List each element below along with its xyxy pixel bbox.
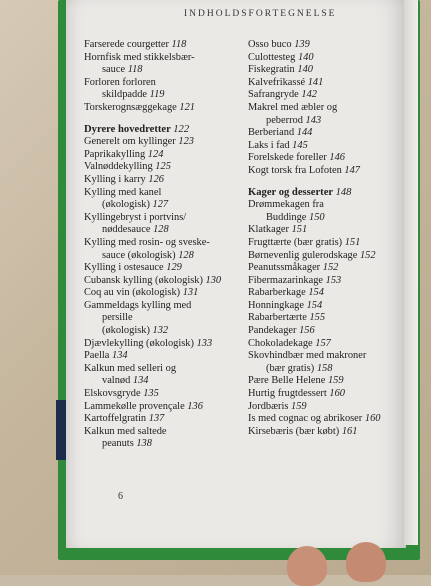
toc-entry <box>248 250 408 263</box>
toc-entry-title: Chokoladekage <box>248 337 313 349</box>
toc-entry <box>84 363 244 376</box>
toc-entry-title: Torskerognsæggekage <box>84 101 177 113</box>
toc-entry-title: Cubansk kylling (økologisk) <box>84 274 203 286</box>
toc-entry-title: Dyrere hovedretter <box>84 123 171 135</box>
toc-entry <box>84 413 244 426</box>
toc-entry <box>248 426 408 439</box>
toc-entry <box>84 52 244 65</box>
toc-entry <box>248 52 408 65</box>
toc-page-number: 129 <box>166 262 182 274</box>
toc-entry-title: (bær gratis) <box>266 362 315 374</box>
toc-page-number: 154 <box>308 287 324 299</box>
toc-page-number: 125 <box>155 161 171 173</box>
toc-entry <box>248 300 408 313</box>
toc-entry <box>84 375 244 388</box>
toc-entry-title: Honningkage <box>248 299 304 311</box>
toc-entry <box>84 388 244 401</box>
toc-entry-title: Kylling i ostesauce <box>84 262 164 274</box>
toc-entry-title: Kirsebæris (bær købt) <box>248 425 340 437</box>
toc-entry <box>248 115 408 128</box>
toc-right-column <box>248 39 408 438</box>
toc-entry-title: Makrel med æbler og <box>248 101 338 113</box>
toc-page-number: 140 <box>297 64 313 76</box>
toc-entry <box>84 212 244 225</box>
toc-entry <box>248 388 408 401</box>
toc-entry <box>248 140 408 153</box>
toc-entry-title: Valnøddekylling <box>84 161 153 173</box>
toc-entry <box>248 375 408 388</box>
toc-entry <box>84 438 244 451</box>
toc-page-number: 159 <box>291 400 307 412</box>
toc-page-number: 151 <box>291 224 308 236</box>
toc-entry-title: Børnevenlig gulerodskage <box>248 249 358 261</box>
toc-entry-title: Forelskede foreller <box>248 152 327 164</box>
toc-entry <box>248 275 408 288</box>
toc-entry <box>248 312 408 325</box>
toc-page-number: 119 <box>149 89 165 101</box>
toc-page-number: 151 <box>344 236 361 248</box>
toc-entry <box>248 127 408 140</box>
toc-section-heading <box>248 187 408 200</box>
toc-entry <box>248 199 408 212</box>
toc-entry-title: Fibermazarinkage <box>248 274 324 286</box>
toc-entry-title: Pandekager <box>248 325 297 337</box>
toc-entry-title: Kartoffelgratin <box>84 413 147 425</box>
toc-page-number: 148 <box>335 186 352 198</box>
toc-entry-title: Skovhindbær med makroner <box>248 350 367 362</box>
toc-entry-title: Paprikakylling <box>84 148 146 160</box>
toc-entry-title: peberrod <box>266 114 303 126</box>
toc-page-number: 157 <box>315 337 331 349</box>
toc-entry-title: Coq au vin (økologisk) <box>84 287 181 299</box>
toc-page-number: 160 <box>364 413 381 425</box>
toc-entry <box>248 224 408 237</box>
toc-page-number: 146 <box>329 152 345 164</box>
toc-page-number: 140 <box>297 51 314 63</box>
thumb <box>346 542 386 582</box>
toc-entry <box>248 77 408 90</box>
running-head: INDHOLDSFORTEGNELSE <box>184 9 337 19</box>
toc-entry <box>248 102 408 115</box>
toc-page-number: 159 <box>327 375 344 387</box>
toc-entry-title: Fiskegratin <box>248 64 295 76</box>
toc-entry <box>248 152 408 165</box>
toc-entry <box>84 64 244 77</box>
toc-entry <box>84 401 244 414</box>
toc-page-number: 137 <box>148 413 165 425</box>
toc-page-number: 155 <box>309 312 326 324</box>
toc-entry <box>84 287 244 300</box>
toc-entry-title: persille <box>102 312 133 324</box>
toc-entry <box>248 350 408 363</box>
toc-page-number: 118 <box>171 39 187 50</box>
toc-entry-title: skildpadde <box>102 89 148 101</box>
toc-entry <box>84 199 244 212</box>
toc-entry <box>84 300 244 313</box>
toc-page-number: 126 <box>148 173 164 185</box>
toc-entry-title: Kalvefrikassé <box>248 76 306 88</box>
toc-page-number: 138 <box>136 438 152 450</box>
toc-entry <box>84 275 244 288</box>
toc-entry-title: Kylling med kanel <box>84 186 162 198</box>
toc-entry-title: Is med cognac og abrikoser <box>248 413 363 425</box>
toc-page-number: 135 <box>143 388 159 400</box>
toc-entry-title: Rabarbertærte <box>248 312 307 324</box>
toc-entry <box>84 426 244 439</box>
toc-page-number: 127 <box>152 199 169 211</box>
toc-entry-title: Kylling i karry <box>84 173 146 185</box>
toc-entry <box>248 325 408 338</box>
toc-entry <box>248 89 408 102</box>
toc-entry <box>84 39 244 52</box>
toc-entry <box>248 401 408 414</box>
toc-page-number: 118 <box>127 64 143 76</box>
bookmark-ribbon <box>56 400 66 460</box>
toc-entry-title: Farserede courgetter <box>84 39 169 50</box>
toc-entry-title: nøddesauce <box>102 224 151 236</box>
toc-page-number: 161 <box>341 425 358 437</box>
toc-page-number: 143 <box>305 114 322 126</box>
toc-entry-title: Generelt om kyllinger <box>84 136 176 148</box>
toc-page-number: 145 <box>292 139 308 151</box>
toc-page-number: 142 <box>301 89 317 101</box>
toc-entry-title: Rabarberkage <box>248 287 306 299</box>
toc-page-number: 123 <box>178 136 194 148</box>
toc-entry-title: Pære Belle Helene <box>248 375 326 387</box>
toc-page-number: 153 <box>325 274 342 286</box>
toc-entry-title: Gammeldags kylling med <box>84 299 192 311</box>
toc-entry <box>84 325 244 338</box>
toc-entry <box>248 237 408 250</box>
toc-entry-title: sauce <box>102 64 126 76</box>
toc-entry-title: Kager og desserter <box>248 186 333 198</box>
toc-page-number: 158 <box>316 362 333 374</box>
toc-page-number: 147 <box>344 164 360 176</box>
toc-page-number: 144 <box>296 127 313 139</box>
toc-entry <box>248 64 408 77</box>
toc-entry-title: peanuts <box>102 438 134 450</box>
toc-page-number: 152 <box>322 262 339 274</box>
toc-page-number: 130 <box>205 274 222 286</box>
toc-entry-title: Kalkun med selleri og <box>84 362 177 374</box>
toc-entry <box>84 312 244 325</box>
toc-entry <box>84 174 244 187</box>
toc-entry-title: sauce (økologisk) <box>102 249 176 261</box>
toc-entry <box>84 250 244 263</box>
toc-page-number: 124 <box>147 148 164 160</box>
toc-entry-title: Forloren forloren <box>84 76 156 88</box>
toc-page-number: 131 <box>182 287 199 299</box>
thumb <box>287 546 327 586</box>
toc-page-number: 154 <box>306 299 323 311</box>
toc-entry <box>84 77 244 90</box>
toc-page-number: 122 <box>173 123 190 135</box>
toc-entry <box>84 187 244 200</box>
toc-entry-title: Hurtig frugtdessert <box>248 388 327 400</box>
toc-entry-title: Buddinge <box>266 211 307 223</box>
toc-entry-title: (økologisk) <box>102 325 150 337</box>
toc-entry <box>84 350 244 363</box>
toc-entry <box>248 39 408 52</box>
toc-entry <box>84 102 244 115</box>
toc-entry-title: Lammekølle provençale <box>84 400 185 412</box>
toc-entry-title: (økologisk) <box>102 199 150 211</box>
toc-entry <box>84 338 244 351</box>
toc-page-number: 133 <box>196 337 213 349</box>
toc-entry <box>84 89 244 102</box>
toc-entry <box>84 136 244 149</box>
toc-entry <box>84 149 244 162</box>
toc-entry-title: Culottesteg <box>248 51 296 63</box>
toc-entry-title: Hornfisk med stikkelsbær- <box>84 51 195 63</box>
toc-entry-title: Kogt torsk fra Lofoten <box>248 164 342 176</box>
toc-entry <box>248 262 408 275</box>
toc-entry-title: Jordbæris <box>248 400 289 412</box>
toc-entry-title: Frugttærte (bær gratis) <box>248 236 343 248</box>
toc-entry-title: Paella <box>84 350 110 362</box>
toc-page-number: 128 <box>178 249 194 261</box>
toc-page-number: 134 <box>112 350 128 362</box>
toc-entry-title: Laks i fad <box>248 139 290 151</box>
toc-page-number: 136 <box>187 400 203 412</box>
toc-entry <box>248 165 408 178</box>
toc-entry <box>248 338 408 351</box>
toc-entry-title: Peanutssmåkager <box>248 262 321 274</box>
toc-page-number: 139 <box>294 39 310 50</box>
toc-entry-title: Berberiand <box>248 127 295 139</box>
toc-page-number: 156 <box>299 325 315 337</box>
toc-entry-title: Kyllingebryst i portvins/ <box>84 211 187 223</box>
toc-entry-title: Klatkager <box>248 224 289 236</box>
page-number: 6 <box>118 491 123 502</box>
toc-section-heading <box>84 124 244 137</box>
toc-entry-title: Drømmekagen fra <box>248 199 324 211</box>
toc-page-number: 150 <box>309 211 325 223</box>
toc-entry <box>84 161 244 174</box>
toc-entry-title: Djævlekylling (økologisk) <box>84 337 194 349</box>
toc-entry-title: Safrangryde <box>248 89 299 101</box>
toc-entry <box>248 287 408 300</box>
toc-page-number: 141 <box>307 76 324 88</box>
toc-entry-title: Osso buco <box>248 39 292 50</box>
toc-entry <box>84 237 244 250</box>
toc-entry-title: Kalkun med saltede <box>84 425 167 437</box>
toc-entry-title: valnød <box>102 375 131 387</box>
toc-page-number: 128 <box>153 224 169 236</box>
toc-page-number: 152 <box>359 249 376 261</box>
toc-entry-title: Kylling med rosin- og sveske- <box>84 236 210 248</box>
toc-entry-title: Elskovsgryde <box>84 388 141 400</box>
toc-page-number: 121 <box>179 101 195 113</box>
toc-entry <box>84 262 244 275</box>
toc-left-column <box>84 39 244 451</box>
toc-entry <box>248 413 408 426</box>
toc-page-number: 132 <box>152 325 169 337</box>
toc-page-number: 134 <box>132 375 149 387</box>
toc-entry <box>84 224 244 237</box>
toc-entry <box>248 363 408 376</box>
toc-entry <box>248 212 408 225</box>
toc-page-number: 160 <box>329 388 345 400</box>
